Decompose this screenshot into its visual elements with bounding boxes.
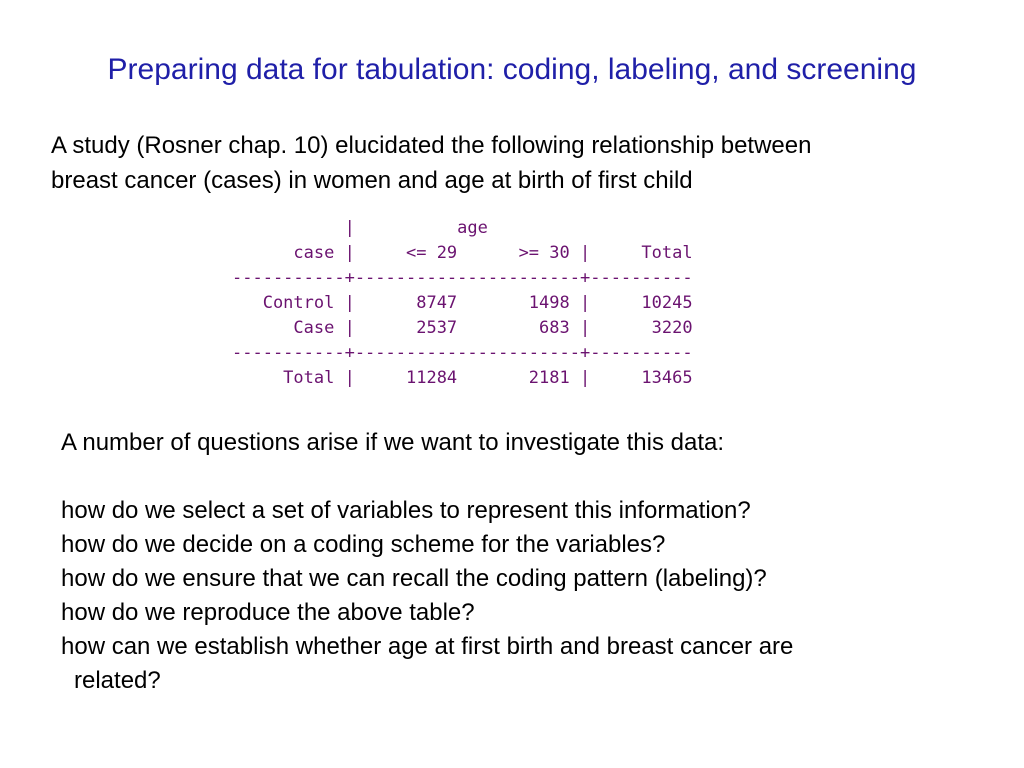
question-item: how do we select a set of variables to represent this information?: [61, 497, 751, 524]
table-divider: -----------+----------------------+----------: [232, 343, 693, 363]
table-header-row-2: case | <= 29 >= 30 | Total: [232, 243, 693, 263]
table-row-control: Control | 8747 1498 | 10245: [232, 293, 693, 313]
question-item: how do we ensure that we can recall the coding pattern (labeling)?: [61, 565, 767, 592]
question-item: how can we establish whether age at first birth and breast cancer are: [61, 633, 794, 660]
questions-block: [61, 426, 793, 698]
table-divider: -----------+----------------------+----------: [232, 268, 693, 288]
questions-intro: A number of questions arise if we want to investigate this data:: [61, 429, 725, 456]
question-item-continuation: related?: [74, 667, 161, 694]
table-row-total: Total | 11284 2181 | 13465: [232, 368, 693, 388]
table-header-row-1: | age: [232, 218, 488, 238]
question-item: how do we decide on a coding scheme for the variables?: [61, 531, 666, 558]
table-row-case: Case | 2537 683 | 3220: [232, 318, 693, 338]
intro-line: breast cancer (cases) in women and age at birth of first child: [51, 167, 693, 194]
intro-line: A study (Rosner chap. 10) elucidated the following relationship between: [51, 132, 812, 159]
crosstab-table: [232, 216, 693, 391]
questions-spacer: [61, 460, 793, 494]
slide-title: Preparing data for tabulation: coding, labeling, and screening: [107, 53, 917, 86]
intro-paragraph: [51, 128, 811, 198]
question-item: how do we reproduce the above table?: [61, 599, 475, 626]
